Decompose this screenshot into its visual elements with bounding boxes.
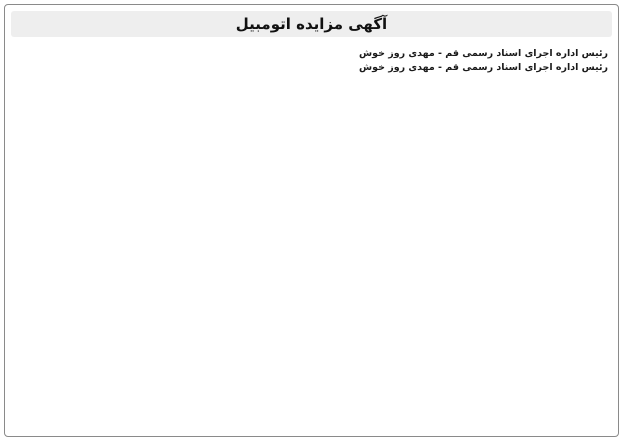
signature-line-2: رئیس اداره اجرای اسناد رسمی قم - مهدی روز خوش — [359, 62, 608, 73]
signature-block — [320, 47, 609, 75]
signature-line: رئیس اداره اجرای اسناد رسمی قم - مهدی روز خوش — [359, 48, 608, 59]
auction-notice — [4, 4, 619, 437]
notice-title: آگهی مزایده اتومبیل — [235, 15, 388, 33]
title-bar — [11, 11, 612, 37]
notice-body — [15, 43, 608, 428]
